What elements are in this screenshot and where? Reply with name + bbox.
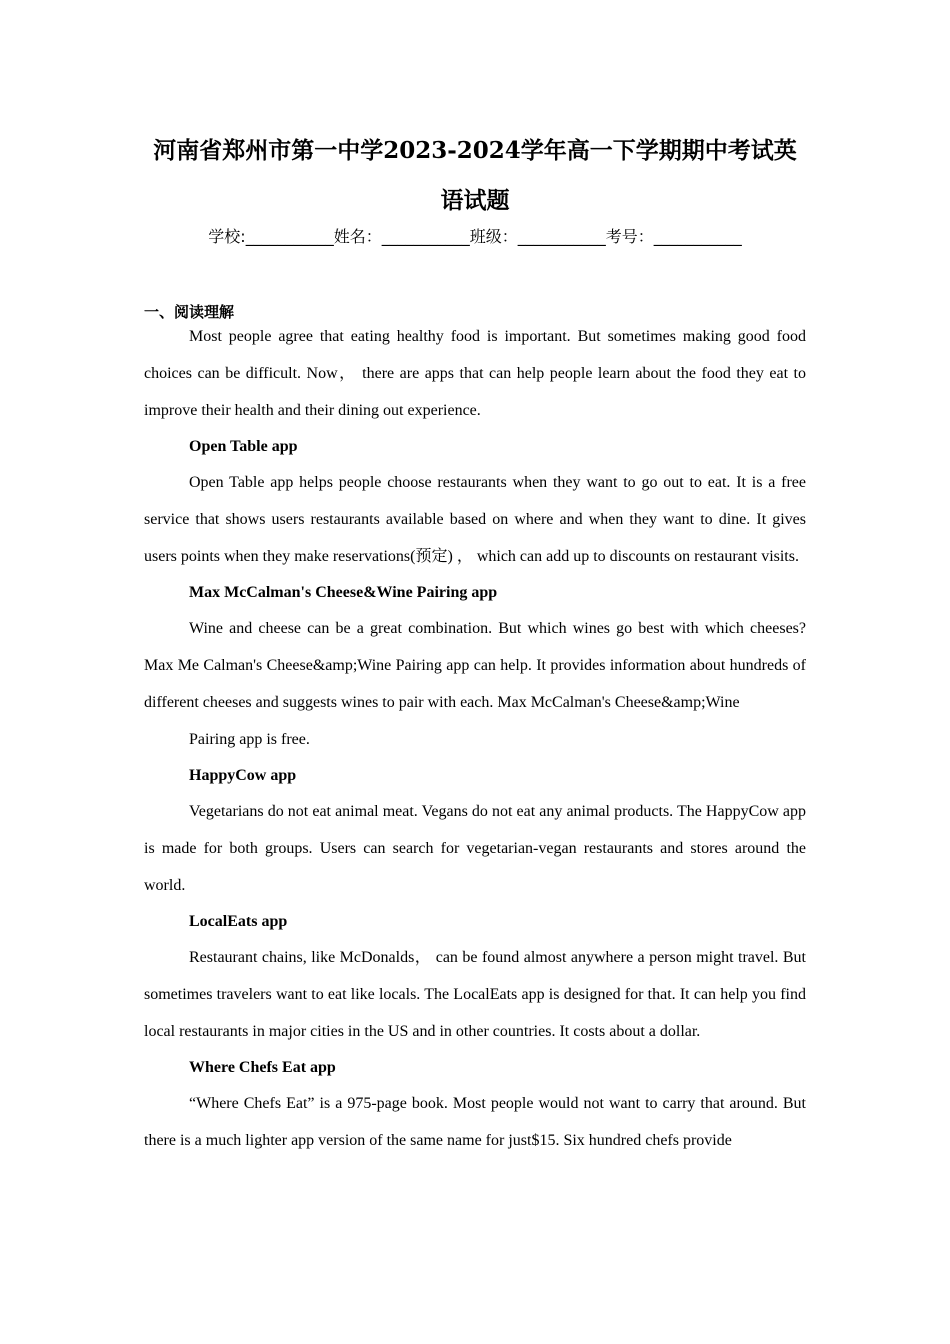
paragraph-cheese-wine-continued: Pairing app is free. [189, 731, 310, 748]
paragraph-cheese-wine: Wine and cheese can be a great combination. But which wines go best with which cheeses? Max Me Calman's Cheese&amp;Wine Pairing app can help. It provides information about hundreds of different cheeses and suggests wines to pair with each. Max McCalman's Cheese&amp;Wine [144, 620, 806, 711]
heading-where-chefs-eat: Where Chefs Eat app [189, 1059, 336, 1076]
paragraph-where-chefs-eat: “Where Chefs Eat” is a 975-page book. Most people would not want to carry that around. But there is a much lighter app version of the same name for just$15. Six hundred chefs provide [144, 1095, 806, 1149]
heading-happycow: HappyCow app [189, 767, 297, 784]
paragraph-open-table: Open Table app helps people choose restaurants when they want to go out to eat. It is a free service that shows users restaurants available based on where and when they want to dine. It gives users points when they make reservations(预定) ， which can add up to discounts on restaurant visits. [144, 474, 806, 565]
paragraph-happycow: Vegetarians do not eat animal meat. Vegans do not eat any animal products. The HappyCow app is made for both groups. Users can search for vegetarian-vegan restaurants and stores around the world. [144, 803, 806, 894]
heading-open-table: Open Table app [189, 438, 298, 455]
page-title-line-1: 河南省郑州市第一中学2023-2024学年高一下学期期中考试英 [153, 137, 797, 164]
paragraph-intro: Most people agree that eating healthy food is important. But sometimes making good food choices can be difficult. Now， there are apps that can help people learn about the food they eat to improve their health and their dining out experience. [144, 328, 806, 419]
heading-localeats: LocalEats app [189, 913, 288, 930]
heading-cheese-wine: Max McCalman's Cheese&Wine Pairing app [189, 584, 498, 601]
paragraph-localeats: Restaurant chains, like McDonalds， can be found almost anywhere a person might travel. But sometimes travelers want to eat like locals. The LocalEats app is designed for that. It can help you find local restaurants in major cities in the US and in other countries. It costs about a dollar. [144, 949, 806, 1040]
reading-passage [144, 318, 806, 1159]
section-heading: 一、阅读理解 [144, 303, 235, 321]
page-title-line-2: 语试题 [440, 187, 510, 214]
student-info-line: 学校:___________姓名：___________班级：___________考号：___________ [208, 227, 742, 246]
